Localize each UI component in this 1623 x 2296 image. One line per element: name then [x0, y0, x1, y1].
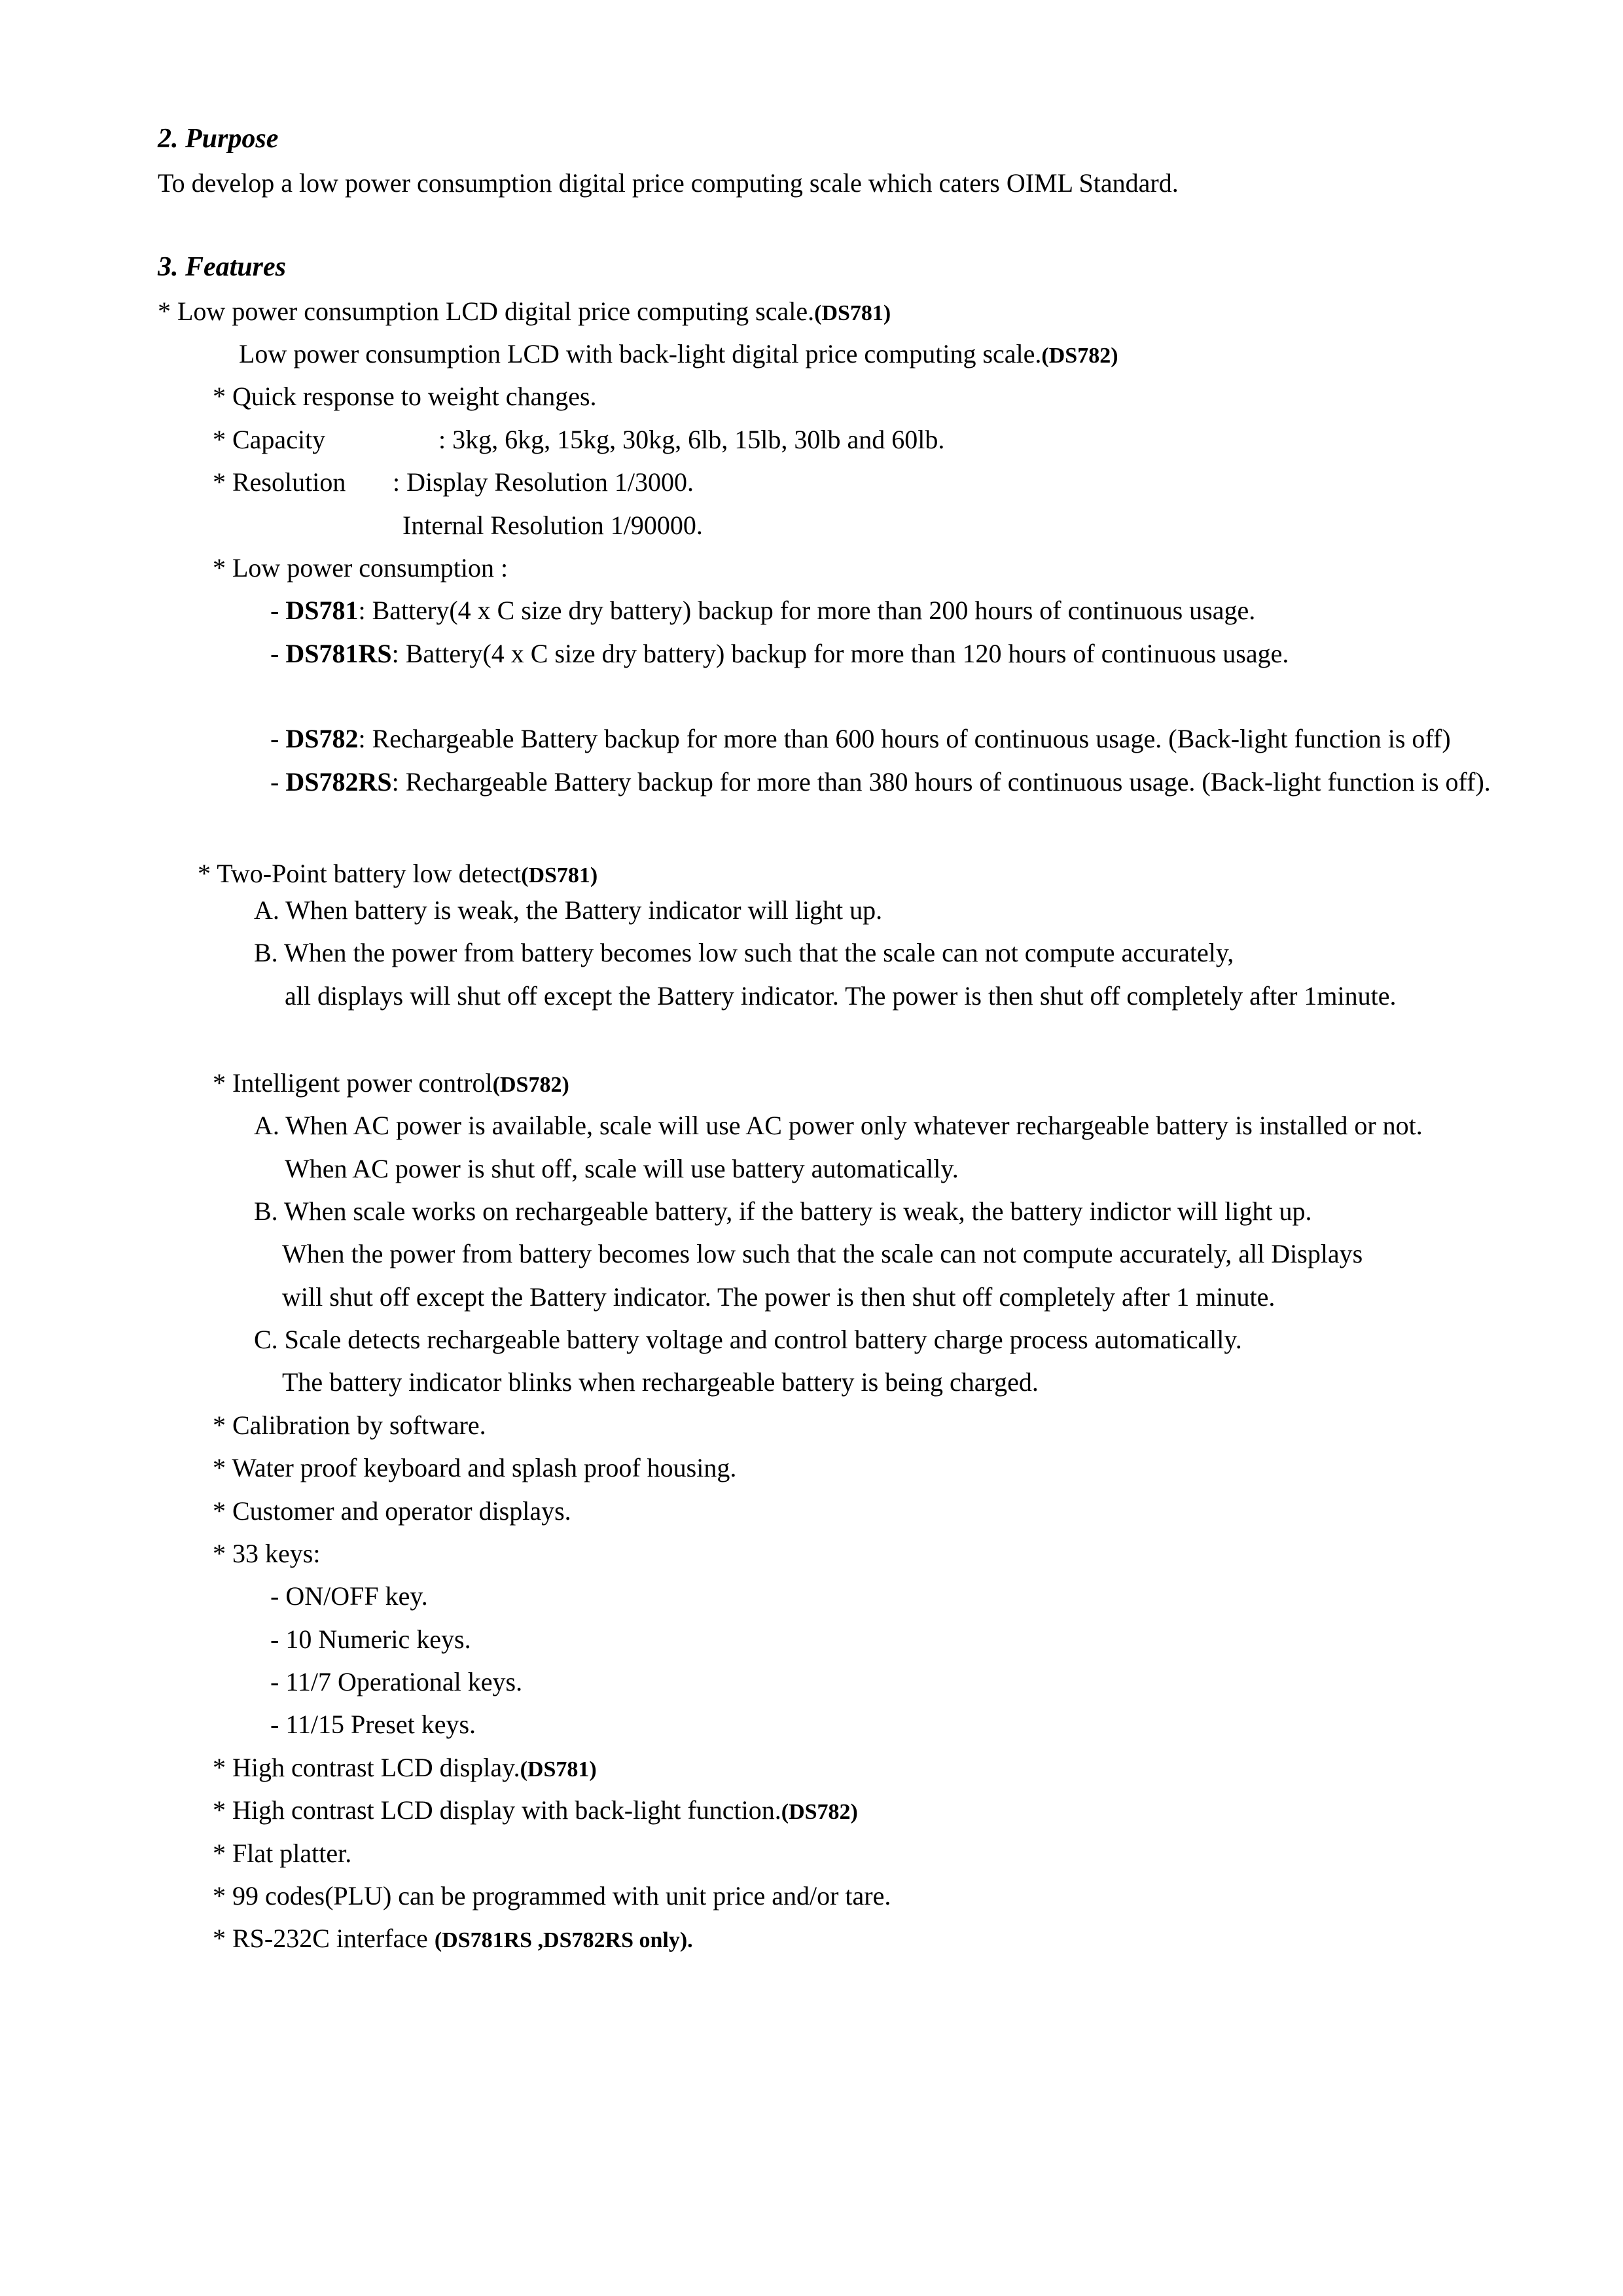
feature-lcd-ds781	[213, 1752, 597, 1785]
feature-displays: * Customer and operator displays.	[213, 1496, 571, 1526]
text: * High contrast LCD display with back-light function.	[213, 1795, 781, 1825]
key-item: - 11/7 Operational keys.	[270, 1667, 523, 1696]
feature-calibration: * Calibration by software.	[213, 1410, 486, 1440]
dash: -	[270, 767, 286, 797]
model-name: DS781	[285, 596, 359, 625]
feature-waterproof: * Water proof keyboard and splash proof housing.	[213, 1453, 737, 1482]
feature-quick-response: * Quick response to weight changes.	[213, 382, 597, 411]
text: Low power consumption LCD with back-light digital price computing scale.	[239, 339, 1042, 368]
model-tag: (DS782)	[1041, 344, 1118, 368]
intelligent-a-cont: When AC power is shut off, scale will use battery automatically.	[285, 1154, 959, 1183]
model-tag: (DS781)	[521, 863, 598, 888]
intelligent-b: B. When scale works on rechargeable battery, if the battery is weak, the battery indictor will light up.	[254, 1196, 1312, 1226]
model-tag: (DS782)	[492, 1073, 569, 1097]
purpose-text: To develop a low power consumption digital price computing scale which caters OIML Standard.	[158, 168, 1179, 198]
low-power-item	[270, 723, 1451, 755]
text: * High contrast LCD display.	[213, 1753, 520, 1782]
text: * Intelligent power control	[213, 1068, 493, 1098]
model-tag: (DS781RS ,DS782RS only).	[434, 1928, 693, 1952]
key-item: - 11/15 Preset keys.	[270, 1710, 476, 1739]
intelligent-a: A. When AC power is available, scale will use AC power only whatever rechargeable battery is installed or not.	[254, 1111, 1423, 1140]
key-item: - ON/OFF key.	[270, 1581, 428, 1611]
feature-plu: * 99 codes(PLU) can be programmed with unit price and/or tare.	[213, 1881, 891, 1910]
text: : Battery(4 x C size dry battery) backup for more than 120 hours of continuous usage.	[391, 639, 1289, 668]
feature-resolution-value: : Display Resolution 1/3000.	[393, 467, 694, 497]
intelligent-c-cont: The battery indicator blinks when rechargeable battery is being charged.	[282, 1367, 1039, 1397]
model-tag: (DS781)	[520, 1757, 597, 1782]
intelligent-c: C. Scale detects rechargeable battery voltage and control battery charge process automatically.	[254, 1325, 1242, 1354]
feature-rs232	[213, 1923, 693, 1956]
text: : Rechargeable Battery backup for more than 600 hours of continuous usage. (Back-light function is off)	[358, 724, 1451, 753]
text: : Battery(4 x C size dry battery) backup for more than 200 hours of continuous usage.	[358, 596, 1256, 625]
feature-capacity-label: * Capacity	[213, 425, 326, 454]
dash: -	[270, 724, 286, 753]
two-point-title	[198, 858, 597, 891]
feature-capacity-value: : 3kg, 6kg, 15kg, 30kg, 6lb, 15lb, 30lb and 60lb.	[438, 425, 945, 454]
model-name: DS782RS	[285, 767, 392, 797]
features-heading: 3. Features	[158, 252, 287, 282]
feature-intro-ds782	[239, 338, 1118, 372]
dash: -	[270, 639, 286, 668]
text: * Two-Point battery low detect	[198, 859, 522, 888]
model-name: DS782	[285, 724, 359, 753]
feature-resolution-label: * Resolution	[213, 467, 346, 497]
low-power-item	[270, 638, 1289, 670]
text: * Low power consumption LCD digital price computing scale.	[158, 296, 815, 326]
two-point-b: B. When the power from battery becomes low such that the scale can not compute accurately,	[254, 938, 1234, 967]
feature-intro-ds781	[158, 296, 891, 329]
two-point-a: A. When battery is weak, the Battery indicator will light up.	[254, 895, 883, 925]
feature-lcd-ds782	[213, 1795, 858, 1828]
feature-low-power-title: * Low power consumption :	[213, 553, 508, 583]
dash: -	[270, 596, 286, 625]
intelligent-title	[213, 1067, 569, 1101]
low-power-item	[270, 595, 1255, 626]
intelligent-b-cont: When the power from battery becomes low such that the scale can not compute accurately, all Displays	[282, 1239, 1363, 1268]
low-power-item	[270, 766, 1491, 798]
feature-keys-title: * 33 keys:	[213, 1539, 321, 1568]
text: : Rechargeable Battery backup for more than 380 hours of continuous usage. (Back-light function is off).	[391, 767, 1491, 797]
text: * RS-232C interface	[213, 1924, 435, 1953]
intelligent-b-cont: will shut off except the Battery indicator. The power is then shut off completely after 1 minute.	[282, 1282, 1275, 1312]
model-tag: (DS782)	[781, 1800, 858, 1824]
key-item: - 10 Numeric keys.	[270, 1624, 471, 1654]
two-point-b-cont: all displays will shut off except the Battery indicator. The power is then shut off completely after 1minute.	[285, 981, 1397, 1011]
feature-platter: * Flat platter.	[213, 1839, 352, 1868]
model-tag: (DS781)	[814, 301, 891, 325]
model-name: DS781RS	[285, 639, 392, 668]
purpose-heading: 2. Purpose	[158, 124, 279, 154]
feature-resolution-internal: Internal Resolution 1/90000.	[402, 511, 703, 540]
